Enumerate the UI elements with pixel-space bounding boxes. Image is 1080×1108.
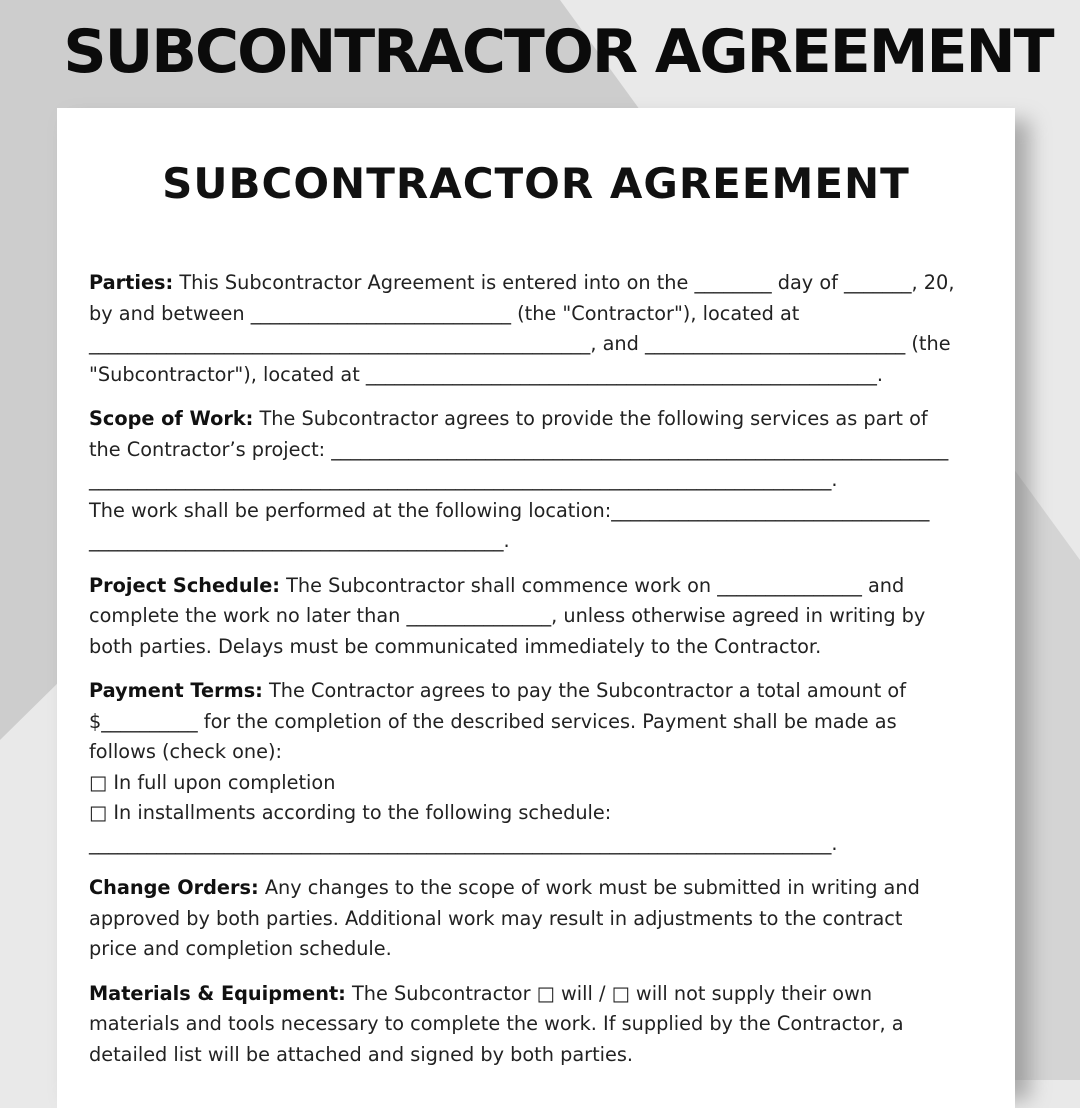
section-label: Scope of Work: [89,407,254,430]
text-line: detailed list will be attached and signed by both parties. [89,1042,634,1066]
text-line: _____________________________________________________________________________. [89,468,838,491]
section-label: Parties: [89,271,174,294]
text-line: ___________________________________________. [89,529,510,552]
section-project-schedule [89,571,983,663]
text-line: both parties. Delays must be communicated immediately to the Contractor. [89,634,822,658]
text-line: by and between ___________________________ (the "Contractor"), located at [89,301,800,325]
text-line: $__________ for the completion of the described services. Payment shall be made as [89,709,897,733]
text-line: the Contractor’s project: ________________________________________________________________ [89,437,949,461]
document-page [57,108,1015,1108]
checkbox-option-full: □ In full upon completion [89,770,336,794]
text-line: Project Schedule: The Subcontractor shall commence work on _______________ and [89,573,905,597]
section-change-orders [89,873,983,965]
text-line: complete the work no later than _______________, unless otherwise agreed in writing by [89,604,926,627]
text-line: Materials & Equipment: The Subcontractor □ will / □ will not supply their own [89,981,873,1005]
text-line: The work shall be performed at the following location:_________________________________ [89,498,930,522]
section-materials-equipment [89,979,983,1071]
text-line: follows (check one): [89,740,283,763]
text-line: Scope of Work: The Subcontractor agrees to provide the following services as part of [89,407,928,430]
text-line: Parties: This Subcontractor Agreement is entered into on the ________ day of _______, 20, [89,271,955,294]
section-payment-terms [89,676,983,859]
text-line: approved by both parties. Additional work may result in adjustments to the contract [89,906,903,930]
section-parties [89,268,983,390]
document-title: SUBCONTRACTOR AGREEMENT [162,159,910,208]
section-label: Materials & Equipment: [89,981,346,1005]
checkbox-option-installments: □ In installments according to the following schedule: [89,801,612,824]
text-line: "Subcontractor"), located at _____________________________________________________. [89,362,883,386]
section-label: Payment Terms: [89,679,263,702]
text-line: Payment Terms: The Contractor agrees to pay the Subcontractor a total amount of [89,679,907,702]
text-line: _____________________________________________________________________________. [89,831,838,855]
text-line: ____________________________________________________, and ___________________________ (the [89,332,951,355]
section-label: Change Orders: [89,876,259,899]
text-line: Change Orders: Any changes to the scope of work must be submitted in writing and [89,876,920,899]
section-scope-of-work [89,404,983,557]
text-line: materials and tools necessary to complete the work. If supplied by the Contractor, a [89,1012,904,1035]
document-body [89,268,983,1070]
banner-title: SUBCONTRACTOR AGREEMENT [63,17,1053,87]
section-label: Project Schedule: [89,573,280,597]
text-line: price and completion schedule. [89,937,392,960]
